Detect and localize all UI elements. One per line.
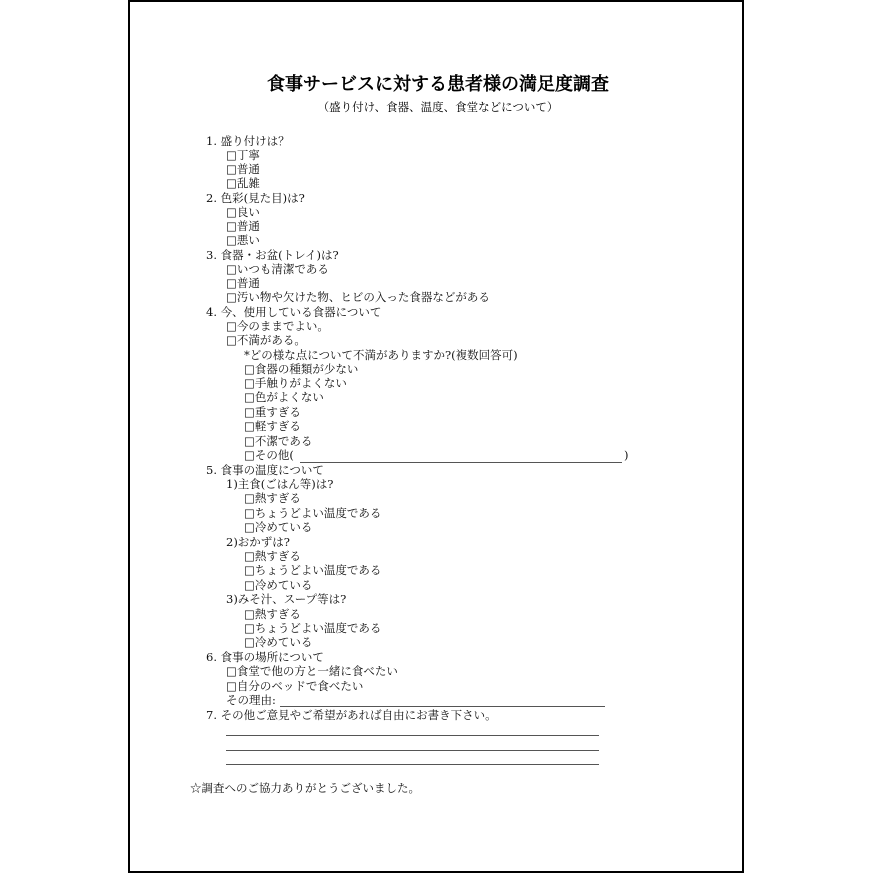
q1-option-messy[interactable]: □乱雑 xyxy=(226,176,260,190)
q7-write-line-1[interactable] xyxy=(226,735,599,736)
q5-part-3-label: 3)みそ汁、スープ等は? xyxy=(226,592,347,606)
q5-part-3-option-just-right[interactable]: □ちょうどよい温度である xyxy=(244,621,382,635)
q6-option-own-bed[interactable]: □自分のベッドで食べたい xyxy=(226,679,364,693)
question-5-label: 5. 食事の温度について xyxy=(206,463,324,477)
q4-sub-option-heavy[interactable]: □重すぎる xyxy=(244,405,301,419)
q6-reason-label: その理由: xyxy=(226,693,276,707)
question-7-label: 7. その他ご意見やご希望があれば自由にお書き下さい。 xyxy=(206,708,497,722)
q5-part-1-label: 1)主食(ごはん等)は? xyxy=(226,477,334,491)
question-4-label: 4. 今、使用している食器について xyxy=(206,305,382,319)
page-subtitle: （盛り付け、食器、温度、食堂などについて） xyxy=(317,100,559,114)
q5-part-2-option-hot[interactable]: □熱すぎる xyxy=(244,549,301,563)
q4-sub-option-few-types[interactable]: □食器の種類が少ない xyxy=(244,362,359,376)
q5-part-2-option-just-right[interactable]: □ちょうどよい温度である xyxy=(244,563,382,577)
q1-option-normal[interactable]: □普通 xyxy=(226,162,260,176)
q4-option-dissatisfied[interactable]: □不満がある。 xyxy=(226,333,306,347)
q5-part-1-option-just-right[interactable]: □ちょうどよい温度である xyxy=(244,506,382,520)
q3-option-dirty[interactable]: □汚い物や欠けた物、ヒビの入った食器などがある xyxy=(226,290,490,304)
q4-other-write-line[interactable] xyxy=(300,462,622,463)
q5-part-3-option-hot[interactable]: □熱すぎる xyxy=(244,607,301,621)
q4-sub-option-light[interactable]: □軽すぎる xyxy=(244,419,301,433)
page-title: 食事サービスに対する患者様の満足度調査 xyxy=(267,74,609,95)
question-6-label: 6. 食事の場所について xyxy=(206,650,324,664)
q5-part-1-option-hot[interactable]: □熱すぎる xyxy=(244,491,301,505)
q4-sub-option-unclean[interactable]: □不潔である xyxy=(244,434,313,448)
q3-option-normal[interactable]: □普通 xyxy=(226,276,260,290)
q6-reason-write-line[interactable] xyxy=(280,706,605,707)
q7-write-line-3[interactable] xyxy=(226,764,599,765)
q5-part-2-label: 2)おかずは? xyxy=(226,535,290,549)
q1-option-careful[interactable]: □丁寧 xyxy=(226,148,260,162)
q3-option-clean[interactable]: □いつも清潔である xyxy=(226,262,329,276)
q5-part-1-option-cold[interactable]: □冷めている xyxy=(244,520,313,534)
survey-page xyxy=(128,0,744,873)
question-3-label: 3. 食器・お盆(トレイ)は? xyxy=(206,248,339,262)
question-1-label: 1. 盛り付けは？ xyxy=(206,134,290,148)
q5-part-2-option-cold[interactable]: □冷めている xyxy=(244,578,313,592)
q6-option-dining-room[interactable]: □食堂で他の方と一緒に食べたい xyxy=(226,664,398,678)
thank-you-note: ☆調査へのご協力ありがとうございました。 xyxy=(190,781,420,795)
q4-sub-option-other[interactable]: □その他( xyxy=(244,448,294,462)
q4-sub-note: *どの様な点について不満がありますか?(複数回答可) xyxy=(244,348,518,362)
q4-sub-option-texture[interactable]: □手触りがよくない xyxy=(244,376,347,390)
question-2-label: 2. 色彩(見た目)は? xyxy=(206,191,305,205)
q2-option-bad[interactable]: □悪い xyxy=(226,233,260,247)
q7-write-line-2[interactable] xyxy=(226,750,599,751)
q4-sub-option-color[interactable]: □色がよくない xyxy=(244,390,324,404)
q2-option-good[interactable]: □良い xyxy=(226,205,260,219)
q4-option-ok[interactable]: □今のままでよい。 xyxy=(226,319,329,333)
q2-option-normal[interactable]: □普通 xyxy=(226,219,260,233)
q4-other-close-paren: ) xyxy=(624,448,629,462)
q5-part-3-option-cold[interactable]: □冷めている xyxy=(244,635,313,649)
